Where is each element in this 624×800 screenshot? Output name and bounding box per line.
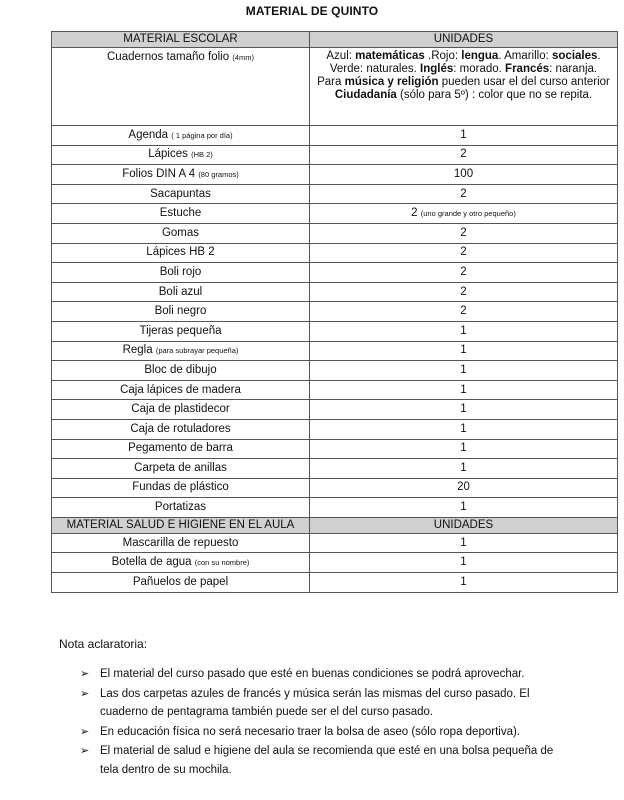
item-label: Cuadernos tamaño folio xyxy=(107,51,230,63)
table-row xyxy=(52,553,618,573)
item-qty: 1 xyxy=(460,575,467,588)
table-row xyxy=(52,145,618,165)
note-text: Para xyxy=(317,76,345,88)
table-row xyxy=(52,282,618,302)
item-name-cell xyxy=(52,459,310,479)
item-label-small: (80 gramos) xyxy=(198,169,239,179)
item-qty-cell xyxy=(310,498,618,518)
item-label: Portatizas xyxy=(154,501,207,514)
note-text: : morado. xyxy=(453,63,506,75)
item-qty: 1 xyxy=(460,442,467,455)
nota-item xyxy=(80,665,560,684)
item-label: Bloc de dibujo xyxy=(144,363,217,376)
note-text: Azul: xyxy=(326,50,356,62)
cuadernos-color-note xyxy=(310,48,618,126)
table-row xyxy=(52,478,618,498)
item-name-cell xyxy=(52,533,310,553)
nota-item-text: Las dos carpetas azules de francés y música serán las mismas del curso pasado. El cuaderno de pentagrama también puede ser el del curso pasado. xyxy=(100,687,530,718)
item-label-small: (con su nombre) xyxy=(194,558,250,568)
item-label: Carpeta de anillas xyxy=(134,461,227,474)
item-name-cell xyxy=(52,126,310,146)
item-label-small: ( 1 página por día) xyxy=(171,130,233,140)
item-name-cell xyxy=(52,380,310,400)
item-label: Caja de rotuladores xyxy=(130,422,231,435)
note-text: : naranja. xyxy=(549,63,598,75)
table-row xyxy=(52,321,618,341)
cuadernos-label xyxy=(52,48,310,126)
arrow-bullet-icon: ➢ xyxy=(80,687,90,700)
item-qty-cell xyxy=(310,165,618,185)
item-qty: 2 xyxy=(460,226,467,239)
nota-item xyxy=(80,742,560,779)
item-label: Caja lápices de madera xyxy=(120,383,241,396)
item-qty-cell xyxy=(310,263,618,283)
table-row xyxy=(52,184,618,204)
item-qty-cell xyxy=(310,439,618,459)
table-row xyxy=(52,165,618,185)
item-qty: 2 xyxy=(460,246,467,259)
item-qty-cell xyxy=(310,184,618,204)
item-qty: 1 xyxy=(460,536,467,549)
item-name-cell xyxy=(52,321,310,341)
item-name-cell xyxy=(52,243,310,263)
material-table xyxy=(51,31,618,593)
table-row xyxy=(52,48,618,126)
table-header-row xyxy=(52,32,618,48)
nota-list xyxy=(80,665,560,780)
item-qty-cell xyxy=(310,126,618,146)
note-text: . Verde: naturales. xyxy=(329,50,601,75)
item-label: Boli negro xyxy=(154,305,207,318)
item-label: Boli azul xyxy=(158,285,203,298)
arrow-bullet-icon: ➢ xyxy=(80,668,90,680)
item-qty: 1 xyxy=(460,128,467,141)
item-qty-cell xyxy=(310,243,618,263)
item-name-cell xyxy=(52,553,310,573)
item-qty-cell xyxy=(310,573,618,593)
note-bold: matemáticas xyxy=(355,50,425,62)
item-label: Tijeras pequeña xyxy=(139,324,222,337)
item-qty: 2 xyxy=(460,187,467,200)
table-row xyxy=(52,439,618,459)
item-label-small: (HB 2) xyxy=(191,150,213,160)
table-row xyxy=(52,498,618,518)
item-label-small: (para subrayar pequeña) xyxy=(155,346,239,356)
item-label: Regla xyxy=(122,344,153,357)
table-row xyxy=(52,243,618,263)
item-qty: 1 xyxy=(460,461,467,474)
note-bold: música y religión xyxy=(344,76,439,88)
table-row xyxy=(52,419,618,439)
nota-title: Nota aclaratoria: xyxy=(59,637,148,651)
item-name-cell xyxy=(52,302,310,322)
item-qty: 2 xyxy=(460,285,467,298)
arrow-bullet-icon: ➢ xyxy=(80,725,90,738)
item-name-cell xyxy=(52,263,310,283)
item-label: Lápices xyxy=(148,148,188,161)
item-name-cell xyxy=(52,400,310,420)
item-label: Boli rojo xyxy=(159,265,202,278)
table-row xyxy=(52,341,618,361)
item-label: Estuche xyxy=(159,207,202,220)
item-qty: 1 xyxy=(460,344,467,357)
table-row xyxy=(52,263,618,283)
item-qty: 1 xyxy=(460,363,467,376)
arrow-bullet-icon: ➢ xyxy=(80,745,90,757)
table-row xyxy=(52,361,618,381)
note-bold: lengua xyxy=(461,50,499,62)
header-material: MATERIAL ESCOLAR xyxy=(52,32,310,48)
item-name-cell xyxy=(52,223,310,243)
item-name-cell xyxy=(52,419,310,439)
item-qty-cell xyxy=(310,145,618,165)
table-row xyxy=(52,223,618,243)
table-row xyxy=(52,400,618,420)
item-qty: 1 xyxy=(460,501,467,514)
item-label: Caja de plastidecor xyxy=(131,403,230,416)
item-label: Mascarilla de repuesto xyxy=(122,536,239,549)
item-qty-cell xyxy=(310,380,618,400)
item-name-cell xyxy=(52,573,310,593)
item-name-cell xyxy=(52,498,310,518)
item-label-small: (4mm) xyxy=(232,53,254,62)
item-name-cell xyxy=(52,145,310,165)
item-qty: 20 xyxy=(457,481,470,494)
table-row xyxy=(52,533,618,553)
item-name-cell xyxy=(52,204,310,224)
document-title: MATERIAL DE QUINTO xyxy=(245,4,379,18)
item-qty: 2 xyxy=(460,265,467,278)
item-name-cell xyxy=(52,341,310,361)
header-unidades: UNIDADES xyxy=(310,32,618,48)
note-text: . Amarillo: xyxy=(498,50,553,62)
note-text: pueden usar el del curso anterior xyxy=(438,76,610,88)
note-bold: sociales xyxy=(552,50,598,62)
table-row xyxy=(52,380,618,400)
item-qty-cell xyxy=(310,478,618,498)
note-text: (sólo para 5º) : color que no se repita. xyxy=(396,89,593,101)
item-qty: 2 xyxy=(411,207,418,220)
item-label: Folios DIN A 4 xyxy=(122,167,196,180)
item-qty: 2 xyxy=(460,148,467,161)
item-label: Botella de agua xyxy=(111,556,192,569)
nota-item-text: El material de salud e higiene del aula se recomienda que esté en una bolsa pequeña de tela dentro de su mochila. xyxy=(100,745,554,776)
item-qty: 1 xyxy=(460,383,467,396)
item-qty-cell xyxy=(310,553,618,573)
item-label: Agenda xyxy=(128,128,169,141)
note-bold: Inglés xyxy=(420,63,454,75)
item-label: Gomas xyxy=(161,226,200,239)
item-qty-cell xyxy=(310,533,618,553)
item-qty-cell xyxy=(310,223,618,243)
item-label: Sacapuntas xyxy=(150,187,211,200)
header-unidades-2: UNIDADES xyxy=(310,517,618,533)
item-qty: 100 xyxy=(453,167,474,180)
item-qty-cell xyxy=(310,459,618,479)
item-qty-small: (uno grande y otro pequeño) xyxy=(420,209,516,219)
table-row xyxy=(52,459,618,479)
item-qty-cell xyxy=(310,204,618,224)
item-name-cell xyxy=(52,439,310,459)
item-qty-cell xyxy=(310,361,618,381)
note-text: .Rojo: xyxy=(424,50,462,62)
item-name-cell xyxy=(52,478,310,498)
nota-item-text: El material del curso pasado que esté en buenas condiciones se podrá aprovechar. xyxy=(100,668,525,680)
table-row xyxy=(52,126,618,146)
item-qty: 1 xyxy=(460,556,467,569)
note-bold: Ciudadanía xyxy=(334,89,397,101)
item-qty: 1 xyxy=(460,422,467,435)
item-name-cell xyxy=(52,361,310,381)
item-qty-cell xyxy=(310,282,618,302)
nota-item xyxy=(80,723,560,742)
table-header-row-2 xyxy=(52,517,618,533)
item-qty-cell xyxy=(310,321,618,341)
item-label: Pañuelos de papel xyxy=(132,575,229,588)
note-bold: Francés xyxy=(505,63,550,75)
item-name-cell xyxy=(52,165,310,185)
table-row xyxy=(52,302,618,322)
item-label: Lápices HB 2 xyxy=(146,246,215,259)
item-qty-cell xyxy=(310,302,618,322)
item-qty-cell xyxy=(310,400,618,420)
nota-item xyxy=(80,685,560,722)
item-qty-cell xyxy=(310,419,618,439)
item-label: Pegamento de barra xyxy=(128,442,233,455)
item-qty-cell xyxy=(310,341,618,361)
nota-item-text: En educación física no será necesario traer la bolsa de aseo (sólo ropa deportiva). xyxy=(100,725,520,738)
header-material-salud: MATERIAL SALUD E HIGIENE EN EL AULA xyxy=(52,517,310,533)
item-qty: 1 xyxy=(460,324,467,337)
table-row xyxy=(52,204,618,224)
item-qty: 2 xyxy=(460,305,467,318)
item-qty: 1 xyxy=(460,403,467,416)
item-label: Fundas de plástico xyxy=(132,481,229,494)
item-name-cell xyxy=(52,184,310,204)
item-name-cell xyxy=(52,282,310,302)
table-row xyxy=(52,573,618,593)
